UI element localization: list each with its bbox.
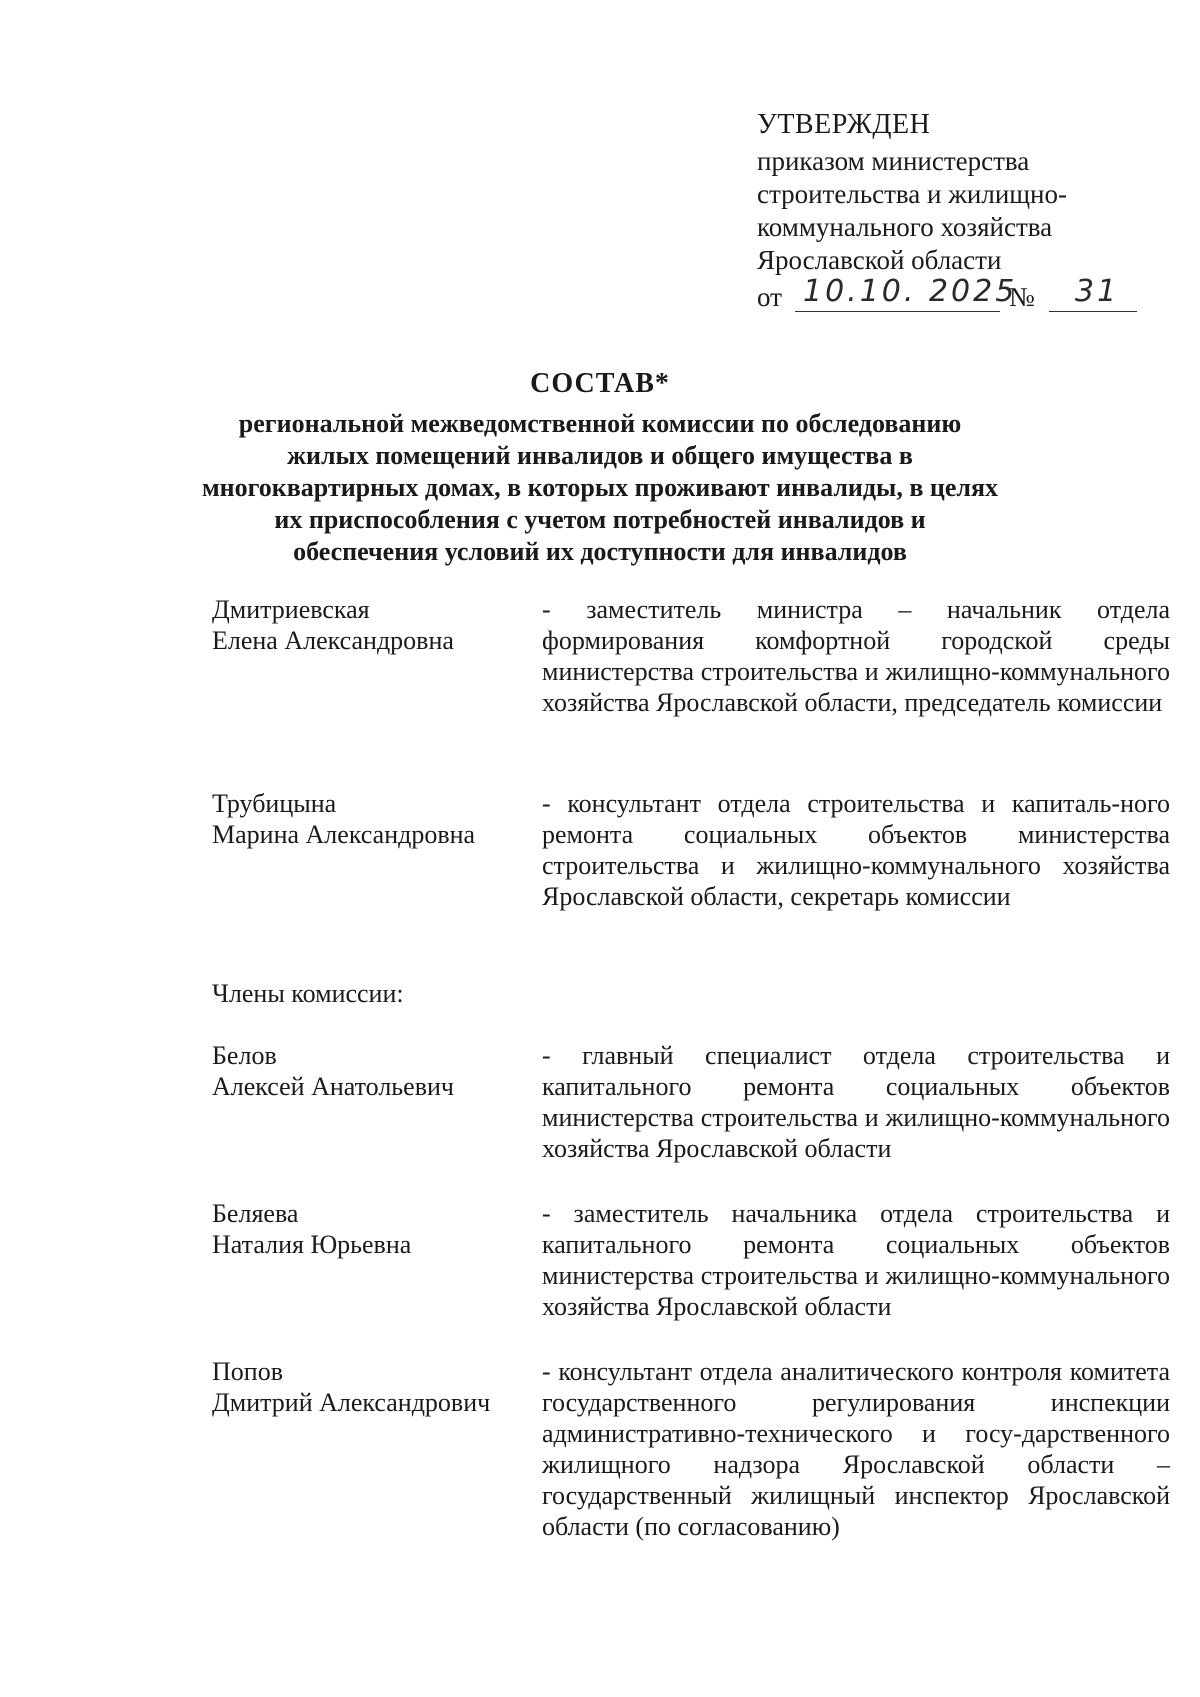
date-underline: [795, 311, 1000, 312]
member-role: - консультант отдела аналитического контроля комитета государственного регулирования инспекции административно-технического и госу-дарственного жилищного надзора Ярославской области – государственный жилищный инспектор Ярославской области (по согласованию): [542, 1357, 1170, 1541]
member-role: - консультант отдела строительства и капиталь-ного ремонта социальных объектов министерства строительства и жилищно-коммунального хозяйства Ярославской области, секретарь комиссии: [542, 789, 1170, 911]
approval-line: Ярославской области: [757, 245, 1002, 275]
document-title: СОСТАВ*: [530, 368, 670, 399]
order-date-number-line: [757, 274, 1137, 317]
members-section-label: Члены комиссии:: [212, 979, 404, 1008]
handwritten-date: 10.10. 2025: [803, 274, 1018, 309]
member-name: Попов Дмитрий Александрович: [212, 1357, 491, 1417]
number-label: №: [1009, 282, 1035, 312]
member-role: - главный специалист отдела строительства и капитального ремонта социальных объектов министерства строительства и жилищно-коммунального хозяйства Ярославской области: [542, 1041, 1170, 1163]
approval-block: [757, 108, 1137, 317]
from-label: от: [757, 282, 782, 312]
document-title-block: [200, 364, 1000, 568]
member-role: - заместитель начальника отдела строительства и капитального ремонта социальных объектов министерства строительства и жилищно-коммунального хозяйства Ярославской области: [542, 1199, 1170, 1321]
number-underline: [1049, 311, 1137, 312]
member-name: Беляева Наталия Юрьевна: [212, 1199, 412, 1259]
approval-line: коммунального хозяйства: [757, 212, 1053, 242]
member-name: Дмитриевская Елена Александровна: [212, 595, 454, 655]
approval-line: приказом министерства: [757, 146, 1030, 176]
approval-heading: УТВЕРЖДЕН: [757, 109, 931, 140]
member-name: Трубицына Марина Александровна: [212, 789, 476, 849]
handwritten-number: 31: [1075, 274, 1120, 309]
approval-line: строительства и жилищно-: [757, 179, 1067, 209]
member-name: Белов Алексей Анатольевич: [212, 1041, 454, 1101]
document-subtitle: региональной межведомственной комиссии по обследованию жилых помещений инвалидов и общего имущества в многоквартирных домах, в которых проживают инвалиды, в целях их приспособления с учетом потребностей инвалидов и обеспечения условий их доступности для инвалидов: [201, 409, 999, 566]
member-role: - заместитель министра – начальник отдела формирования комфортной городской среды министерства строительства и жилищно-коммунального хозяйства Ярославской области, председатель комиссии: [542, 595, 1170, 717]
